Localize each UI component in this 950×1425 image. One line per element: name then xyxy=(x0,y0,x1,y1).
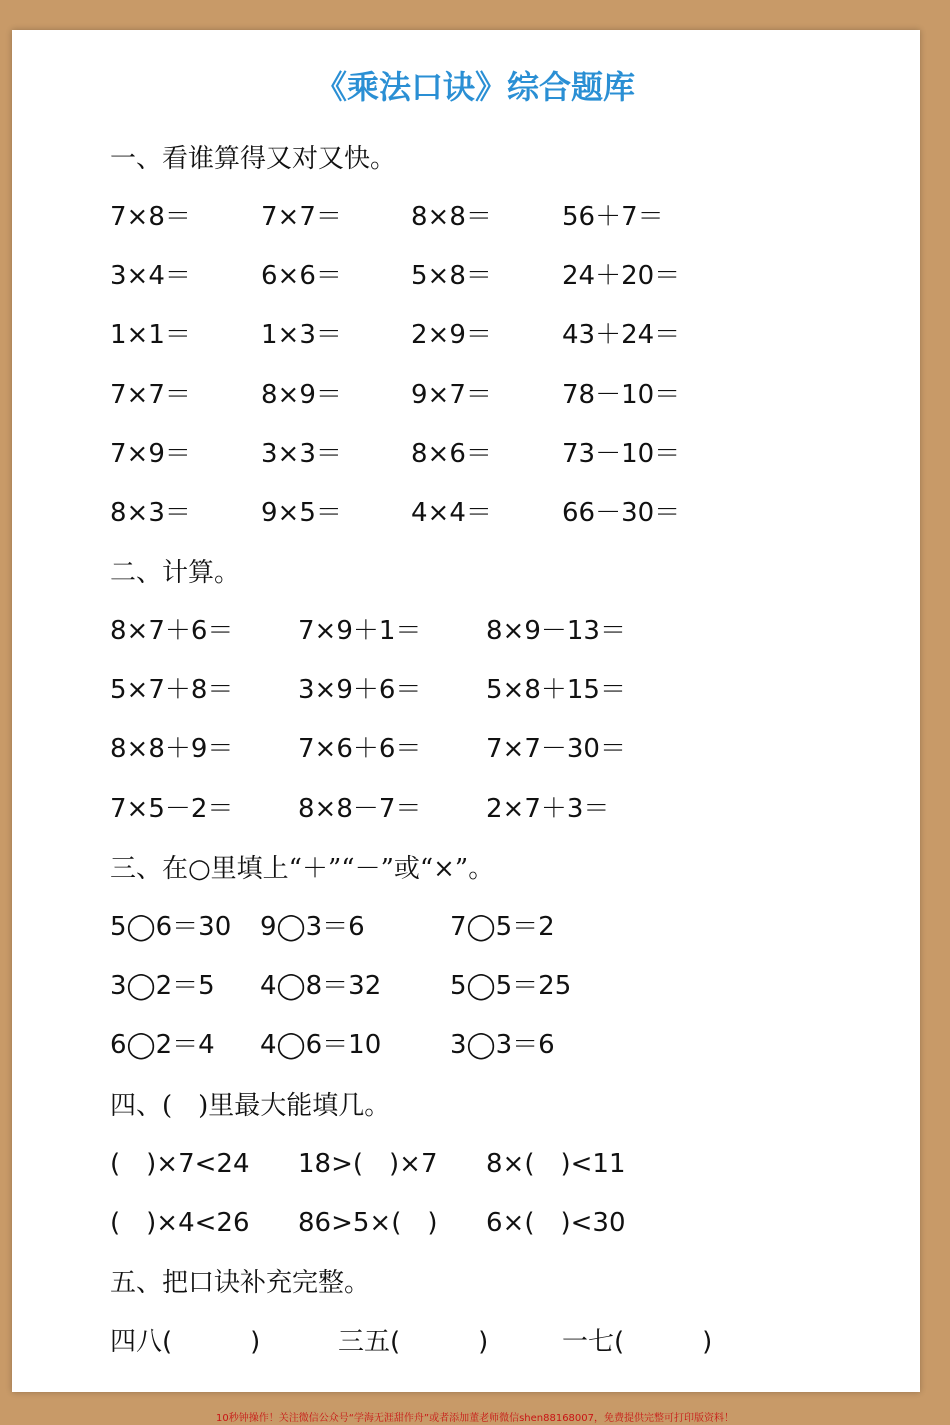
math-problem: 78－10＝ xyxy=(562,379,681,410)
math-problem: 8×9－13＝ xyxy=(486,616,626,646)
math-problem: 5◯5＝25 xyxy=(450,971,572,1002)
promo-footer: 10秒钟操作！关注微信公众号“学海无涯甜作舟”或者添加董老师微信shen88168007，免费提供完整可打印版资料！ xyxy=(215,1413,735,1424)
section-heading-2: 二、计算。 xyxy=(110,558,241,588)
math-problem: 4×4＝ xyxy=(411,498,492,528)
math-problem: 三五( ) xyxy=(338,1327,489,1357)
math-problem: 4◯8＝32 xyxy=(260,971,382,1002)
math-problem: 8×8＝ xyxy=(411,202,492,232)
math-problem: 1×3＝ xyxy=(261,320,342,351)
worksheet-title: 《乘法口诀》综合题库 xyxy=(314,68,635,106)
math-problem: 7×5－2＝ xyxy=(110,793,234,824)
math-problem: 2×9＝ xyxy=(411,320,492,351)
math-problem: 7◯5＝2 xyxy=(450,912,555,942)
math-problem: 7×9＋1＝ xyxy=(298,616,422,646)
math-problem: 8×8＋9＝ xyxy=(110,734,234,765)
math-problem: 9◯3＝6 xyxy=(260,912,365,942)
math-problem: 2×7＋3＝ xyxy=(486,793,610,824)
worksheet-paper xyxy=(12,30,920,1392)
math-problem: 3◯3＝6 xyxy=(450,1030,555,1061)
math-problem: 9×5＝ xyxy=(261,498,342,528)
math-problem: 7×7＝ xyxy=(110,379,191,410)
math-problem: 73－10＝ xyxy=(562,438,681,469)
math-problem: 66－30＝ xyxy=(562,498,681,528)
math-problem: 8×7＋6＝ xyxy=(110,616,234,646)
math-problem: 8×( )<11 xyxy=(486,1149,626,1179)
math-problem: 56＋7＝ xyxy=(562,202,664,232)
math-problem: 5×7＋8＝ xyxy=(110,675,234,706)
math-problem: 24＋20＝ xyxy=(562,261,681,292)
section-heading-4: 四、( )里最大能填几。 xyxy=(110,1091,391,1121)
math-problem: 6×( )<30 xyxy=(486,1208,626,1239)
math-problem: 4◯6＝10 xyxy=(260,1030,382,1061)
section-heading-1: 一、看谁算得又对又快。 xyxy=(110,144,397,174)
math-problem: 3×4＝ xyxy=(110,261,191,292)
math-problem: 7×7－30＝ xyxy=(486,734,626,765)
math-problem: 7×8＝ xyxy=(110,202,191,232)
math-problem: 18>( )×7 xyxy=(298,1149,438,1179)
math-problem: ( )×7<24 xyxy=(110,1149,250,1179)
math-problem: 8×6＝ xyxy=(411,438,492,469)
math-problem: 9×7＝ xyxy=(411,379,492,410)
math-problem: 6×6＝ xyxy=(261,261,342,292)
math-problem: 43＋24＝ xyxy=(562,320,681,351)
math-problem: 7×6＋6＝ xyxy=(298,734,422,765)
math-problem: 3×3＝ xyxy=(261,438,342,469)
math-problem: ( )×4<26 xyxy=(110,1208,250,1239)
math-problem: 6◯2＝4 xyxy=(110,1030,215,1061)
math-problem: 5◯6＝30 xyxy=(110,912,232,942)
math-problem: 3◯2＝5 xyxy=(110,971,215,1002)
math-problem: 5×8＝ xyxy=(411,261,492,292)
math-problem: 7×9＝ xyxy=(110,438,191,469)
math-problem: 1×1＝ xyxy=(110,320,191,351)
math-problem: 8×3＝ xyxy=(110,498,191,528)
math-problem: 5×8＋15＝ xyxy=(486,675,626,706)
section-heading-3: 三、在○里填上“＋”“－”或“×”。 xyxy=(110,854,495,884)
section-heading-5: 五、把口诀补充完整。 xyxy=(110,1268,371,1298)
math-problem: 8×9＝ xyxy=(261,379,342,410)
math-problem: 7×7＝ xyxy=(261,202,342,232)
math-problem: 3×9＋6＝ xyxy=(298,675,422,706)
math-problem: 一七( ) xyxy=(562,1327,713,1357)
math-problem: 86>5×( ) xyxy=(298,1208,438,1239)
math-problem: 8×8－7＝ xyxy=(298,793,422,824)
math-problem: 四八( ) xyxy=(110,1327,261,1357)
